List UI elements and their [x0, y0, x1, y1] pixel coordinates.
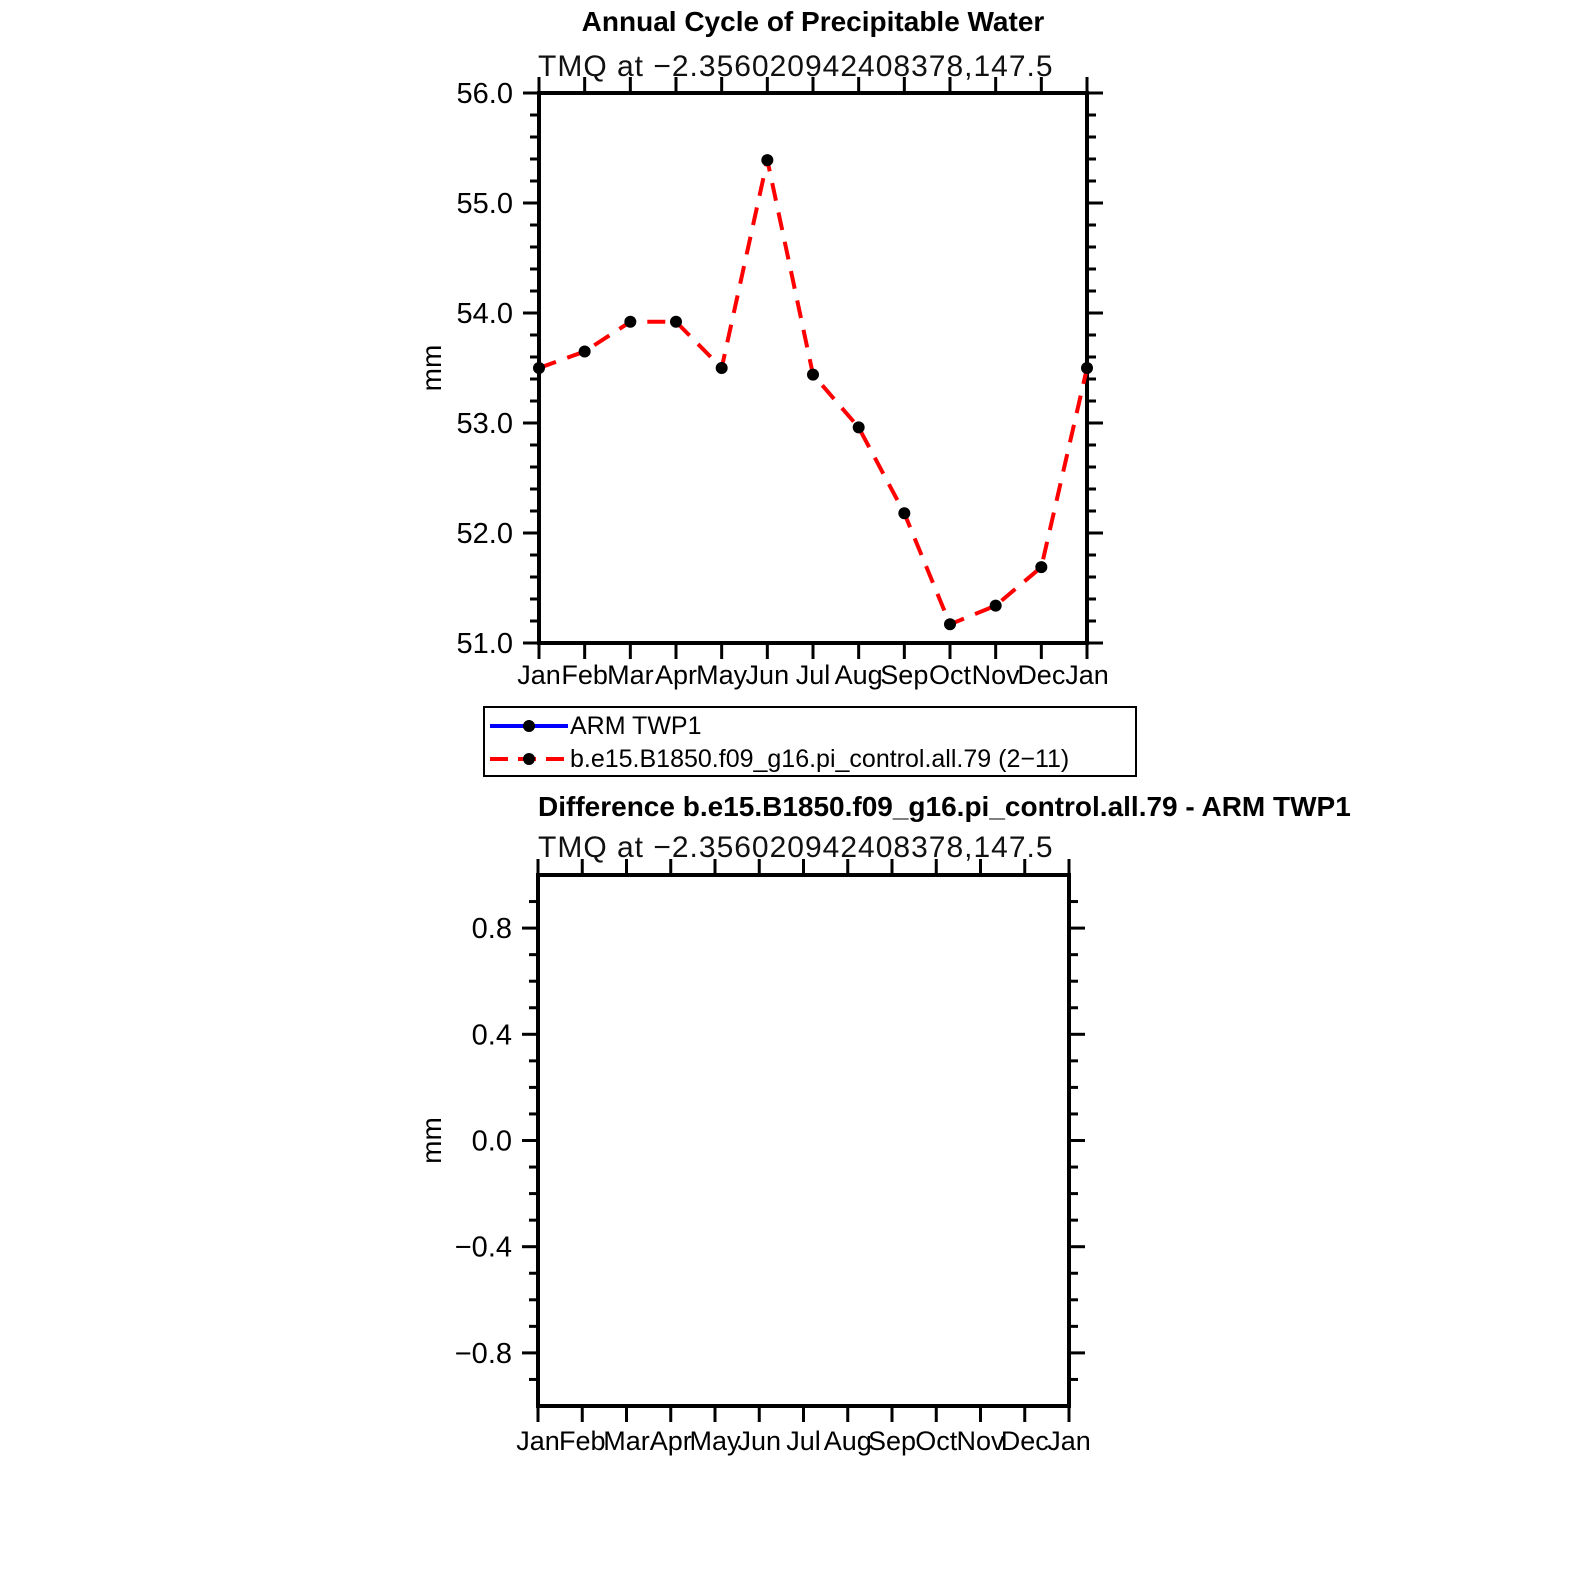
month-label: Dec [1000, 1426, 1049, 1456]
data-point [670, 316, 682, 328]
ytick-label: 0.8 [471, 913, 512, 946]
month-label: Nov [956, 1426, 1005, 1456]
data-point [853, 421, 865, 433]
month-label: Feb [558, 1426, 606, 1456]
data-point [624, 316, 636, 328]
plot-frame [538, 875, 1069, 1406]
ytick-label: 55.0 [456, 188, 513, 220]
ytick-label: 53.0 [456, 408, 513, 440]
month-label: Mar [607, 660, 654, 690]
month-label: Mar [603, 1426, 650, 1456]
data-point [533, 362, 545, 374]
series-line-b-e15-b1850-f09-g16-pi-control-all-79-2-11- [539, 160, 1087, 624]
legend-line-sample-obs [490, 720, 568, 732]
month-label: Jul [786, 1426, 821, 1456]
month-label: Apr [654, 660, 698, 690]
ytick-label: −0.8 [454, 1337, 512, 1370]
legend-line-sample-model [490, 753, 568, 765]
data-point [579, 346, 591, 358]
data-point [807, 369, 819, 381]
month-label: Jan [1065, 660, 1109, 690]
month-label: May [689, 1426, 741, 1456]
month-label: Sep [880, 660, 929, 690]
month-label: Nov [971, 660, 1020, 690]
y-axis-label: mm [416, 344, 447, 392]
ytick-label: 56.0 [456, 78, 513, 110]
bottom-chart-subtitle: TMQ at −2.356020942408378,147.5 [538, 831, 1054, 864]
legend-entry-obs [490, 709, 1133, 743]
month-label: Oct [915, 1426, 958, 1456]
data-point [1035, 561, 1047, 573]
month-label: Oct [928, 660, 972, 690]
month-label: Apr [649, 1426, 692, 1456]
month-label: Aug [823, 1426, 872, 1456]
month-label: Sep [867, 1426, 917, 1456]
ytick-label: 0.0 [471, 1125, 512, 1158]
data-point [898, 507, 910, 519]
data-point [716, 362, 728, 374]
month-label: May [696, 660, 748, 690]
chart-annual-cycle [416, 77, 1109, 690]
ytick-label: −0.4 [454, 1231, 512, 1264]
chart-difference [416, 859, 1091, 1456]
legend-label-obs: ARM TWP1 [570, 711, 702, 740]
month-label: Dec [1017, 660, 1066, 690]
y-axis-label: mm [416, 1117, 447, 1164]
ytick-label: 51.0 [456, 628, 513, 660]
month-label: Jan [1047, 1426, 1091, 1456]
data-point [944, 618, 956, 630]
month-label: Jul [795, 660, 831, 690]
month-label: Jun [745, 660, 790, 690]
legend-label-model: b.e15.B1850.f09_g16.pi_control.all.79 (2−11) [570, 744, 1070, 773]
data-point [761, 154, 773, 166]
bottom-chart-title: Difference b.e15.B1850.f09_g16.pi_control.all.79 - ARM TWP1 [538, 791, 1351, 822]
month-label: Feb [561, 660, 608, 690]
month-label: Jan [517, 660, 561, 690]
data-point [990, 600, 1002, 612]
ytick-label: 54.0 [456, 298, 513, 330]
marker-dot-icon [523, 720, 535, 732]
data-point [1081, 362, 1093, 374]
ytick-label: 52.0 [456, 518, 513, 550]
marker-dot-icon [523, 753, 535, 765]
month-label: Jun [737, 1426, 782, 1456]
ytick-label: 0.4 [471, 1019, 512, 1052]
month-label: Aug [834, 660, 883, 690]
legend-box [483, 706, 1137, 777]
legend-entry-model [490, 742, 1133, 776]
top-chart-subtitle: TMQ at −2.356020942408378,147.5 [538, 50, 1054, 83]
month-label: Jan [516, 1426, 560, 1456]
top-chart-title: Annual Cycle of Precipitable Water [581, 6, 1045, 37]
